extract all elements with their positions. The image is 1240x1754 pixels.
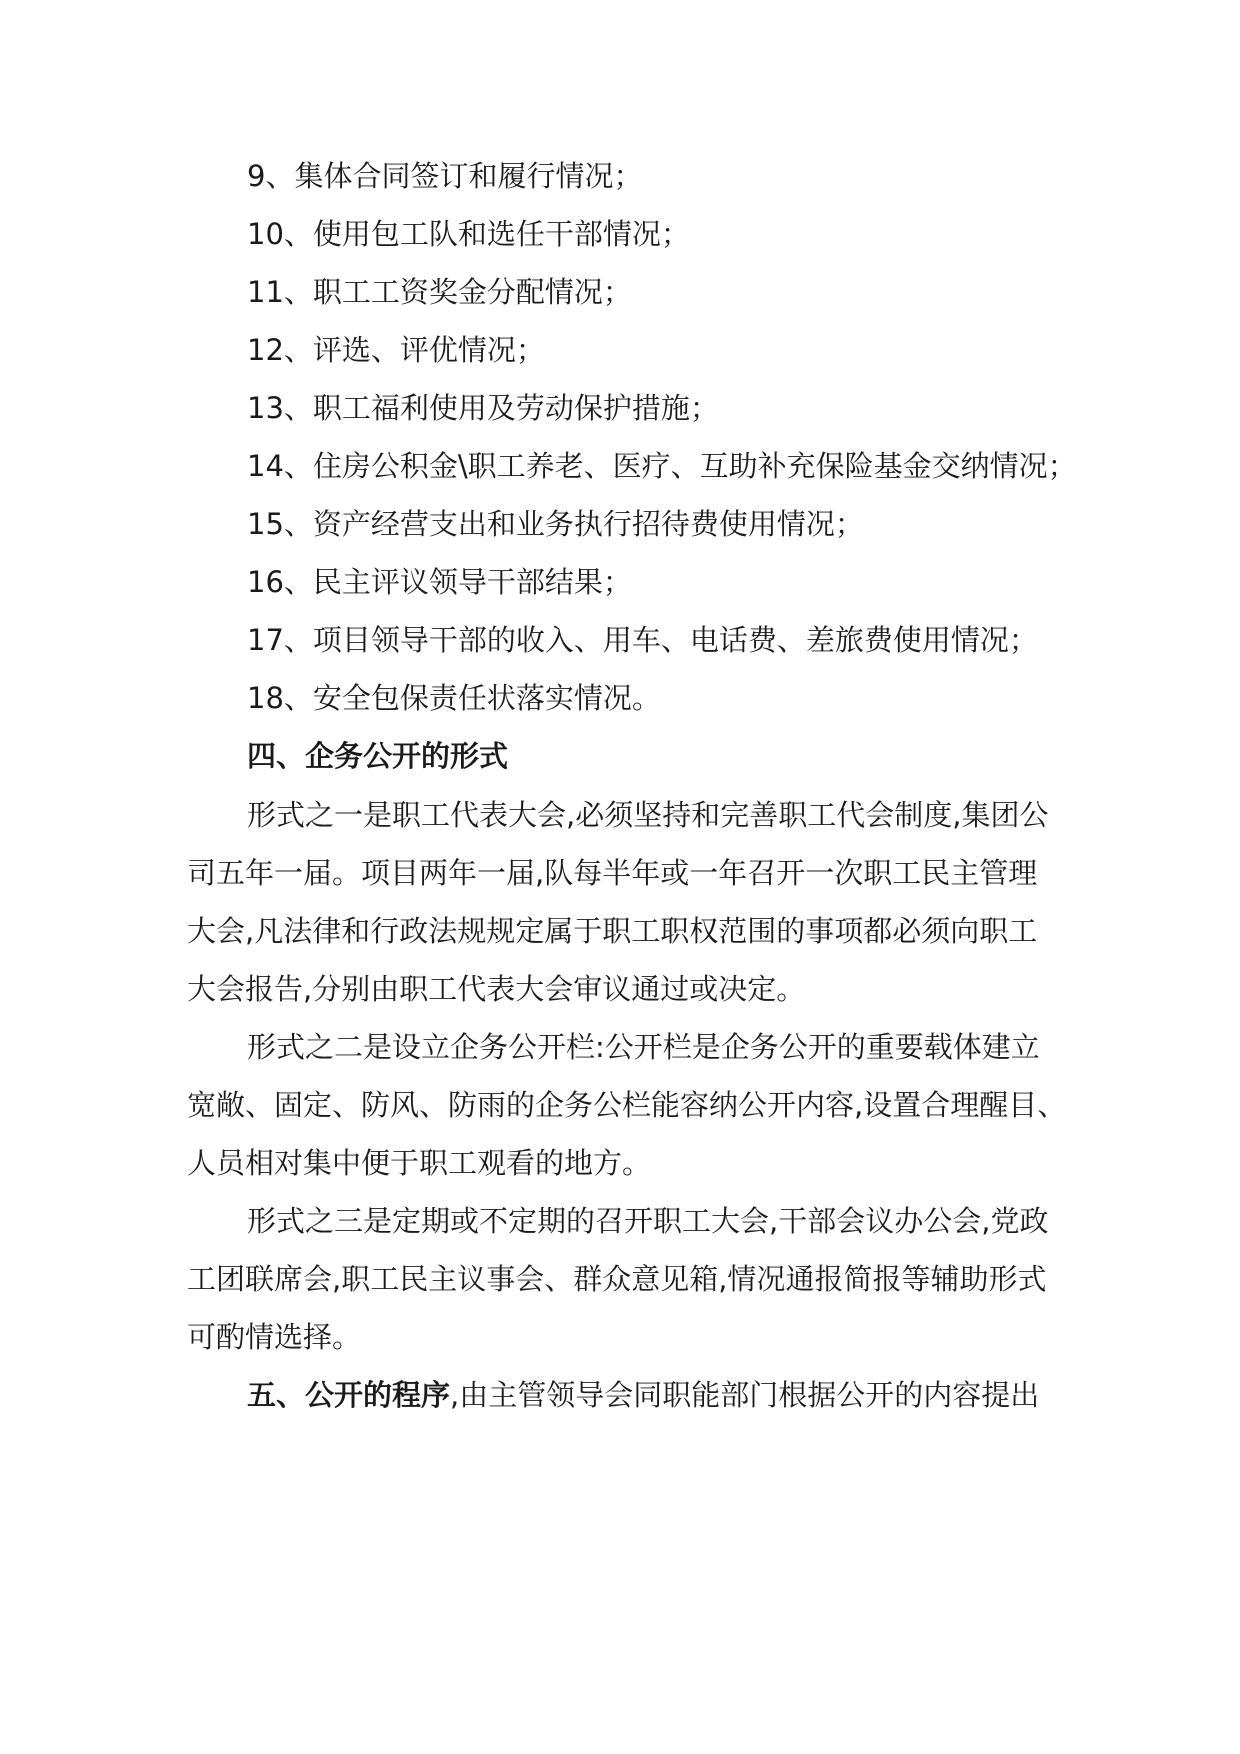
paragraph-line: 人员相对集中便于职工观看的地方。 [187,1146,652,1180]
paragraph-line: 大会报告,分别由职工代表大会审议通过或决定。 [187,972,806,1006]
paragraph-line: 可酌情选择。 [187,1320,362,1354]
list-item: 9、集体合同签订和履行情况； [247,159,643,193]
paragraph-line: 宽敞、固定、防风、防雨的企务公栏能容纳公开内容,设置合理醒目、 [187,1088,1067,1122]
paragraph-line: 大会,凡法律和行政法规规定属于职工职权范围的事项都必须向职工 [187,914,1038,948]
list-item: 12、评选、评优情况； [247,333,545,367]
section5-text: ,由主管领导会同职能部门根据公开的内容提出 [450,1378,1040,1412]
paragraph-line: 形式之二是设立企务公开栏:公开栏是企务公开的重要载体建立 [247,1030,1040,1064]
section-heading: 五、公开的程序 [247,1378,451,1412]
paragraph-line: 形式之三是定期或不定期的召开职工大会,干部会议办公会,党政 [247,1204,1049,1238]
list-item: 11、职工工资奖金分配情况； [247,275,632,309]
list-item: 15、资产经营支出和业务执行招待费使用情况； [247,507,864,541]
list-item: 18、安全包保责任状落实情况。 [247,681,661,715]
paragraph-line: 司五年一届。项目两年一届,队每半年或一年召开一次职工民主管理 [187,856,1038,890]
list-item: 14、住房公积金\职工养老、医疗、互助补充保险基金交纳情况； [247,449,1077,483]
list-item: 13、职工福利使用及劳动保护措施； [247,391,719,425]
list-item: 17、项目领导干部的收入、用车、电话费、差旅费使用情况； [247,623,1038,657]
list-item: 16、民主评议领导干部结果； [247,565,632,599]
paragraph-line: 工团联席会,职工民主议事会、群众意见箱,情况通报简报等辅助形式 [187,1262,1047,1296]
section-heading: 四、企务公开的形式 [247,739,509,773]
paragraph-line: 形式之一是职工代表大会,必须坚持和完善职工代会制度,集团公 [247,798,1049,832]
section5-line [247,1375,1039,1415]
list-item: 10、使用包工队和选任干部情况； [247,217,690,251]
